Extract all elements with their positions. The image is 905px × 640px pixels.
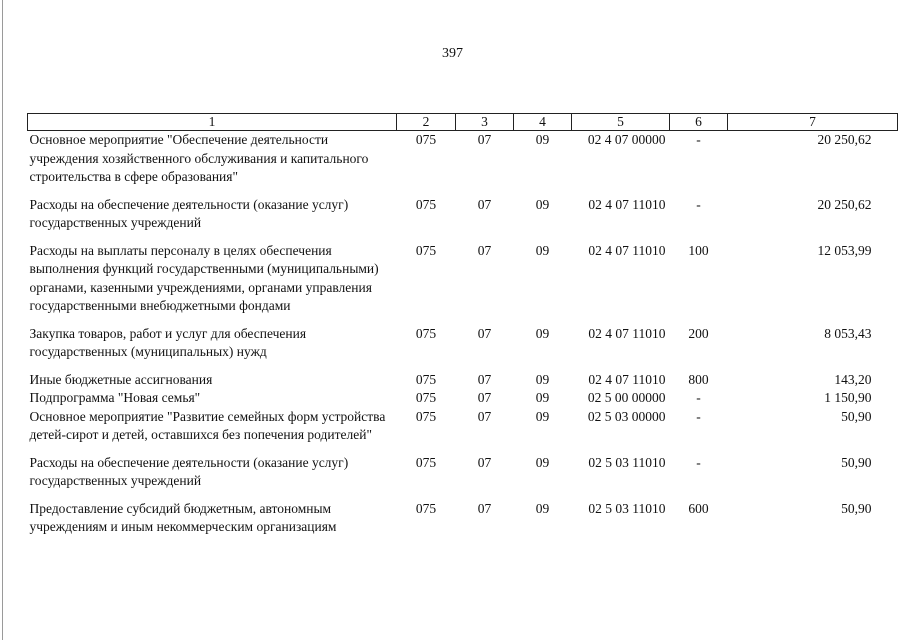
row-grbs: 075 [415, 408, 437, 424]
row-amount: 1 150,90 [824, 390, 872, 405]
row-amount: 50,90 [841, 454, 872, 470]
row-section: 07 [477, 408, 492, 424]
row-name: Подпрограмма "Новая семья" [29, 390, 201, 405]
row-subsection: 09 [535, 408, 550, 424]
row-grbs: 075 [415, 196, 437, 212]
row-subsection: 09 [535, 196, 550, 212]
row-expense-type: - [696, 196, 701, 212]
row-section: 07 [477, 454, 492, 470]
row-target-code: 02 5 03 11010 [588, 500, 666, 516]
header-col-4: 4 [514, 114, 572, 131]
budget-table [27, 113, 898, 537]
row-name: Основное мероприятие "Развитие семейных форм устройства детей-сирот и детей, оставшихся без попечения родителей" [29, 408, 386, 442]
row-subsection: 09 [535, 390, 550, 405]
row-expense-type: 100 [688, 242, 709, 258]
row-amount: 20 250,62 [817, 196, 872, 212]
row-subsection: 09 [535, 325, 550, 341]
row-target-code: 02 4 07 11010 [588, 242, 666, 258]
header-col-5: 5 [572, 114, 670, 131]
row-name: Иные бюджетные ассигнования [29, 371, 213, 387]
row-grbs: 075 [415, 325, 437, 341]
row-subsection: 09 [535, 371, 550, 387]
row-expense-type: 600 [688, 500, 709, 516]
row-section: 07 [477, 132, 492, 147]
row-target-code: 02 5 03 11010 [588, 454, 666, 470]
row-amount: 8 053,43 [824, 325, 872, 341]
table-row [28, 408, 898, 454]
row-subsection: 09 [535, 242, 550, 258]
row-subsection: 09 [535, 132, 550, 147]
row-section: 07 [477, 371, 492, 387]
header-col-6: 6 [670, 114, 728, 131]
row-section: 07 [477, 500, 492, 516]
table-row [28, 242, 898, 325]
page-edge-line [2, 0, 3, 640]
header-col-2: 2 [397, 114, 456, 131]
row-section: 07 [477, 196, 492, 212]
row-grbs: 075 [415, 132, 437, 147]
row-target-code: 02 5 03 00000 [587, 408, 666, 424]
row-name: Расходы на обеспечение деятельности (оказание услуг) государственных учреждений [29, 196, 349, 230]
row-section: 07 [477, 242, 492, 258]
page-number: 397 [442, 46, 463, 61]
row-section: 07 [477, 325, 492, 341]
header-col-7: 7 [728, 114, 898, 131]
row-amount: 50,90 [841, 408, 872, 424]
table-row [28, 500, 898, 537]
row-subsection: 09 [535, 454, 550, 470]
row-expense-type: - [696, 454, 701, 470]
row-name: Расходы на обеспечение деятельности (оказание услуг) государственных учреждений [29, 454, 349, 488]
row-grbs: 075 [415, 390, 437, 405]
table-row [28, 196, 898, 242]
row-name: Закупка товаров, работ и услуг для обеспечения государственных (муниципальных) нужд [29, 325, 307, 359]
header-col-3: 3 [456, 114, 514, 131]
row-subsection: 09 [535, 500, 550, 516]
row-section: 07 [477, 390, 492, 405]
row-grbs: 075 [415, 242, 437, 258]
row-grbs: 075 [415, 500, 437, 516]
row-target-code: 02 4 07 11010 [588, 325, 666, 341]
table-row [28, 131, 898, 196]
row-amount: 143,20 [834, 371, 872, 387]
row-expense-type: 800 [688, 371, 709, 387]
header-col-1: 1 [28, 114, 397, 131]
row-name: Предоставление субсидий бюджетным, автономным учреждениям и иным некоммерческим организациям [29, 500, 337, 534]
row-target-code: 02 4 07 11010 [588, 196, 666, 212]
row-grbs: 075 [415, 371, 437, 387]
row-name: Расходы на выплаты персоналу в целях обеспечения выполнения функций государственными (муниципальными) органами, казенными учреждениями, органами управления государственными внебюджетными фондами [29, 242, 379, 313]
row-target-code: 02 4 07 00000 [587, 132, 666, 147]
row-grbs: 075 [415, 454, 437, 470]
row-expense-type: 200 [688, 325, 709, 341]
row-amount: 12 053,99 [817, 242, 872, 258]
table-row [28, 325, 898, 371]
row-amount: 20 250,62 [817, 132, 872, 147]
row-target-code: 02 5 00 00000 [587, 390, 666, 405]
row-expense-type: - [696, 132, 701, 147]
table-row [28, 454, 898, 500]
header-row [28, 114, 898, 131]
row-name: Основное мероприятие "Обеспечение деятельности учреждения хозяйственного обслуживания и капитального строительства в сфере образования" [29, 132, 369, 184]
row-expense-type: - [696, 408, 701, 424]
row-expense-type: - [696, 390, 701, 405]
row-target-code: 02 4 07 11010 [588, 371, 666, 387]
table-row [28, 389, 898, 408]
table-row [28, 371, 898, 390]
row-amount: 50,90 [841, 500, 872, 516]
